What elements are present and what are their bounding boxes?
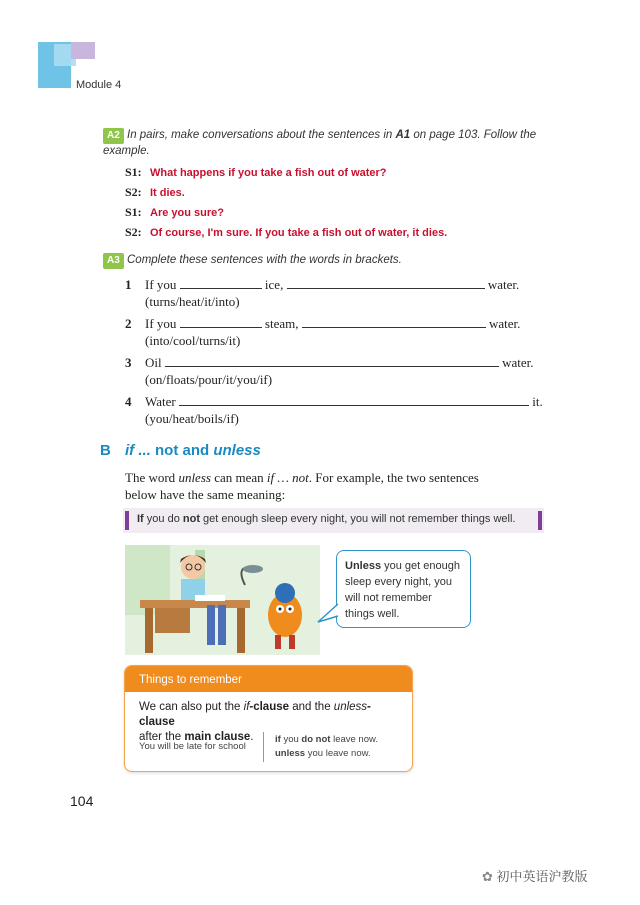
dialogue-line [125,183,447,203]
a3-tag: A3 [103,253,124,269]
example-part: not [182,513,200,525]
dialogue-text: It dies. [150,187,185,199]
item-hint: (into/cool/turns/it) [145,333,241,348]
module-logo-block [71,42,95,59]
intro-text: unless [178,470,211,485]
rule-part: We can also put the [139,701,244,713]
bubble-text [345,558,460,622]
intro-text: The word [125,470,179,485]
example-bar [125,511,129,530]
item-text: it. [532,394,543,409]
wechat-icon: ✿ [482,869,497,884]
speaker-label: S2: [125,225,142,239]
title-part: unless [213,442,261,459]
a2-instruction-text: example. [103,145,150,157]
a3-instruction [103,253,402,269]
rule-part: after the [139,731,185,743]
speaker-label: S1: [125,165,142,179]
dialogue-text: Are you sure? [150,207,224,219]
module-label: Module 4 [76,79,122,91]
item-number: 2 [125,316,132,331]
speaker-label: S2: [125,185,142,199]
clause-part: you leave now. [305,748,371,759]
main-clause-example: You will be late for school [139,741,246,752]
item-text: water. [502,355,534,370]
exercise-line [145,316,520,332]
section-intro [125,469,545,503]
example-bar [538,511,542,530]
item-number: 1 [125,277,132,292]
rule-part: main clause [184,731,251,743]
title-part: if ... [125,442,155,459]
item-hint: (on/floats/pour/it/you/if) [145,372,273,387]
rule-part: if [243,701,250,713]
example-part: you do [143,513,183,525]
item-text: Oil [145,355,162,370]
example-sentence [137,513,516,525]
dialogue-line [125,203,447,223]
dialogue-text: What happens if you take a fish out of water? [150,167,387,179]
bubble-part: sleep every night, you [345,576,453,588]
watermark-text: 初中英语沪教版 [496,869,588,884]
section-letter: B [100,442,111,459]
clause-part: if [275,734,281,745]
things-to-remember-box [124,665,413,772]
section-title [125,442,261,459]
remember-title: Things to remember [139,674,242,686]
answer-blank[interactable] [302,316,486,328]
bubble-part: things well. [345,608,400,620]
speaker-label: S1: [125,205,142,219]
answer-blank[interactable] [165,355,499,367]
answer-blank[interactable] [287,277,485,289]
bubble-part: you get enough [381,560,460,572]
a3-instruction-text: Complete these sentences with the words in brackets. [127,254,402,266]
example-part: If [137,513,144,525]
item-text: water. [487,277,520,292]
exercise-line [145,277,519,293]
a2-instruction-text: on page 103. Follow the [410,129,537,141]
dialogue-line [125,163,447,183]
bubble-part: will not remember [345,592,432,604]
answer-blank[interactable] [180,316,262,328]
answer-blank[interactable] [180,277,262,289]
bubble-part: Unless [345,560,382,572]
speech-bubble [336,550,471,628]
clause-part: unless [275,748,306,759]
rule-part: unless [333,701,368,713]
watermark [482,866,588,885]
intro-text: . For example, the two sentences [308,470,479,485]
a2-dialogue [125,163,447,243]
rule-part: . [250,731,254,743]
rule-part: -clause [139,701,371,728]
item-text: Water [145,394,176,409]
a2-instruction-ref: A1 [395,129,411,141]
item-text: steam, [264,316,299,331]
item-number: 3 [125,355,132,370]
a3-exercise-list [125,277,545,427]
exercise-line [145,394,543,410]
a2-instruction [103,128,543,158]
item-text: ice, [264,277,284,292]
item-hint: (turns/heat/it/into) [145,294,240,309]
item-hint: (you/heat/boils/if) [145,411,239,426]
title-part: not [155,442,179,459]
page-number: 104 [70,793,94,809]
clause-part: leave now. [330,734,378,745]
example-part: get enough sleep every night, you will not remember things well. [199,513,516,525]
boy-studying-illustration [125,545,320,655]
rule-part: -clause [249,701,290,713]
item-text: water. [489,316,521,331]
remember-header [125,666,412,692]
item-number: 4 [125,394,132,409]
intro-text: below have the same meaning: [125,487,286,502]
intro-text: can mean [210,470,267,485]
bubble-tail [316,602,340,626]
item-text: If you [145,316,177,331]
dialogue-text: Of course, I'm sure. If you take a fish out of water, it dies. [150,227,448,239]
intro-text: if … not [266,470,309,485]
clause-part: do not [301,734,331,745]
exercise-line [145,355,534,371]
condition-clauses [275,733,378,761]
a2-tag: A2 [103,128,124,144]
rule-part: and the [289,701,334,713]
a2-instruction-text: In pairs, make conversations about the sentences in [127,129,396,141]
item-text: If you [145,277,177,292]
divider [263,732,264,762]
example-sentence-box [123,508,544,533]
title-part: and [178,442,214,459]
dialogue-line [125,223,447,243]
clause-part: you [280,734,302,745]
answer-blank[interactable] [179,394,529,406]
